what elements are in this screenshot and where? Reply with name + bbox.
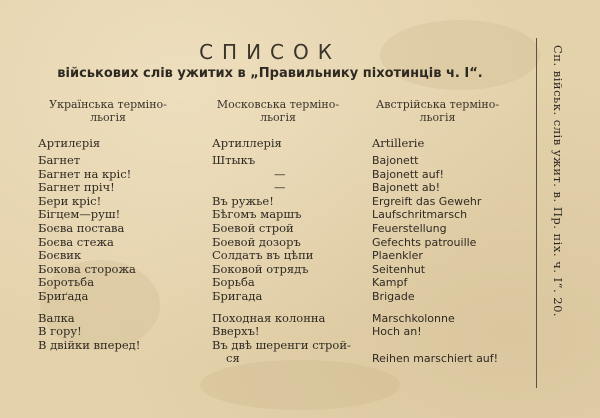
list-item: Бери кріс!: [38, 193, 102, 208]
list-item: [372, 339, 498, 353]
list-item: В гору!: [38, 324, 82, 339]
list-item: Hoch an!: [372, 325, 422, 339]
list-item: Bajonett auf!: [372, 167, 444, 181]
list-item: Бриґада: [38, 288, 89, 303]
section-heading-russian: Артиллерія: [212, 136, 282, 150]
list-item: Feuerstellung: [372, 221, 447, 235]
list-item: Походная колонна: [212, 310, 326, 325]
list-item: Штыкъ: [212, 153, 256, 167]
list-item: Боєва постава: [38, 220, 125, 235]
list-item: Вверхъ!: [212, 324, 260, 339]
column-header-ukrainian: [38, 98, 178, 124]
list-item: Ergreift das Gewehr: [372, 194, 482, 208]
paper-stain: [200, 360, 400, 410]
russian-terms-list: [212, 154, 351, 366]
list-item: Plaenkler: [372, 249, 423, 263]
list-item: ся: [226, 351, 240, 366]
list-item: Солдатъ въ цѣпи: [212, 248, 314, 263]
list-item: Боковой отрядъ: [212, 261, 309, 276]
ukrainian-terms-list: [38, 154, 140, 352]
list-item: Боевой строй: [212, 220, 294, 235]
list-item: Бігцем—руш!: [38, 207, 121, 222]
column-header-line: Українська терміно-: [49, 98, 167, 111]
austrian-terms-list: [372, 154, 498, 366]
list-item: Kampf: [372, 276, 408, 290]
column-header-russian: [208, 98, 348, 124]
list-item: Brigade: [372, 289, 415, 303]
list-item: Въ двѣ шеренги строй-: [212, 337, 351, 352]
column-header-austrian: [365, 98, 510, 124]
list-item: —: [274, 166, 286, 181]
list-item: Боевой дозоръ: [212, 234, 301, 249]
list-item: Bajonett ab!: [372, 181, 441, 195]
list-item: Боєвик: [38, 248, 82, 263]
list-item: Marschkolonne: [372, 311, 455, 325]
list-item: Bajonett: [372, 154, 419, 167]
list-item: Борьба: [212, 275, 255, 290]
list-item: Бѣгомъ маршъ: [212, 207, 302, 222]
document-title: СПИСОК: [199, 40, 341, 64]
list-item: Бригада: [212, 288, 263, 303]
list-item: Въ ружье!: [212, 193, 274, 208]
list-item: Боротьба: [38, 275, 95, 290]
column-header-line: Московська терміно-: [216, 98, 340, 111]
column-header-line: льогія: [260, 111, 296, 124]
section-heading-ukrainian: Артилєрія: [38, 136, 101, 150]
list-item: Reihen marschiert auf!: [372, 352, 499, 366]
list-item: В двійки вперед!: [38, 337, 141, 352]
section-heading-austrian: Artillerie: [372, 136, 425, 150]
list-item: Laufschritmarsch: [372, 208, 468, 222]
document-subtitle: військових слів ужитих в „Правильнику піхотинців ч. I“.: [57, 66, 483, 81]
margin-side-note: Сп. військ. слів ужит. в. Пр. піх. ч. І“. 20.: [551, 45, 565, 318]
list-item: Багнет на кріс!: [38, 166, 132, 181]
vertical-divider: [536, 38, 537, 388]
column-header-line: льогія: [90, 111, 126, 124]
column-header-line: льогія: [419, 111, 456, 124]
list-item: Seitenhut: [372, 262, 426, 276]
list-item: Gefechts patrouille: [372, 235, 477, 249]
column-header-line: Австрійська терміно-: [375, 98, 500, 111]
list-item: Валка: [38, 310, 75, 325]
list-item: Багнет пріч!: [38, 180, 115, 195]
list-item: Боєва стежа: [38, 234, 114, 249]
list-item: Багнет: [38, 153, 81, 167]
list-item: —: [274, 180, 286, 195]
list-item: Бокова сторожа: [38, 261, 136, 276]
